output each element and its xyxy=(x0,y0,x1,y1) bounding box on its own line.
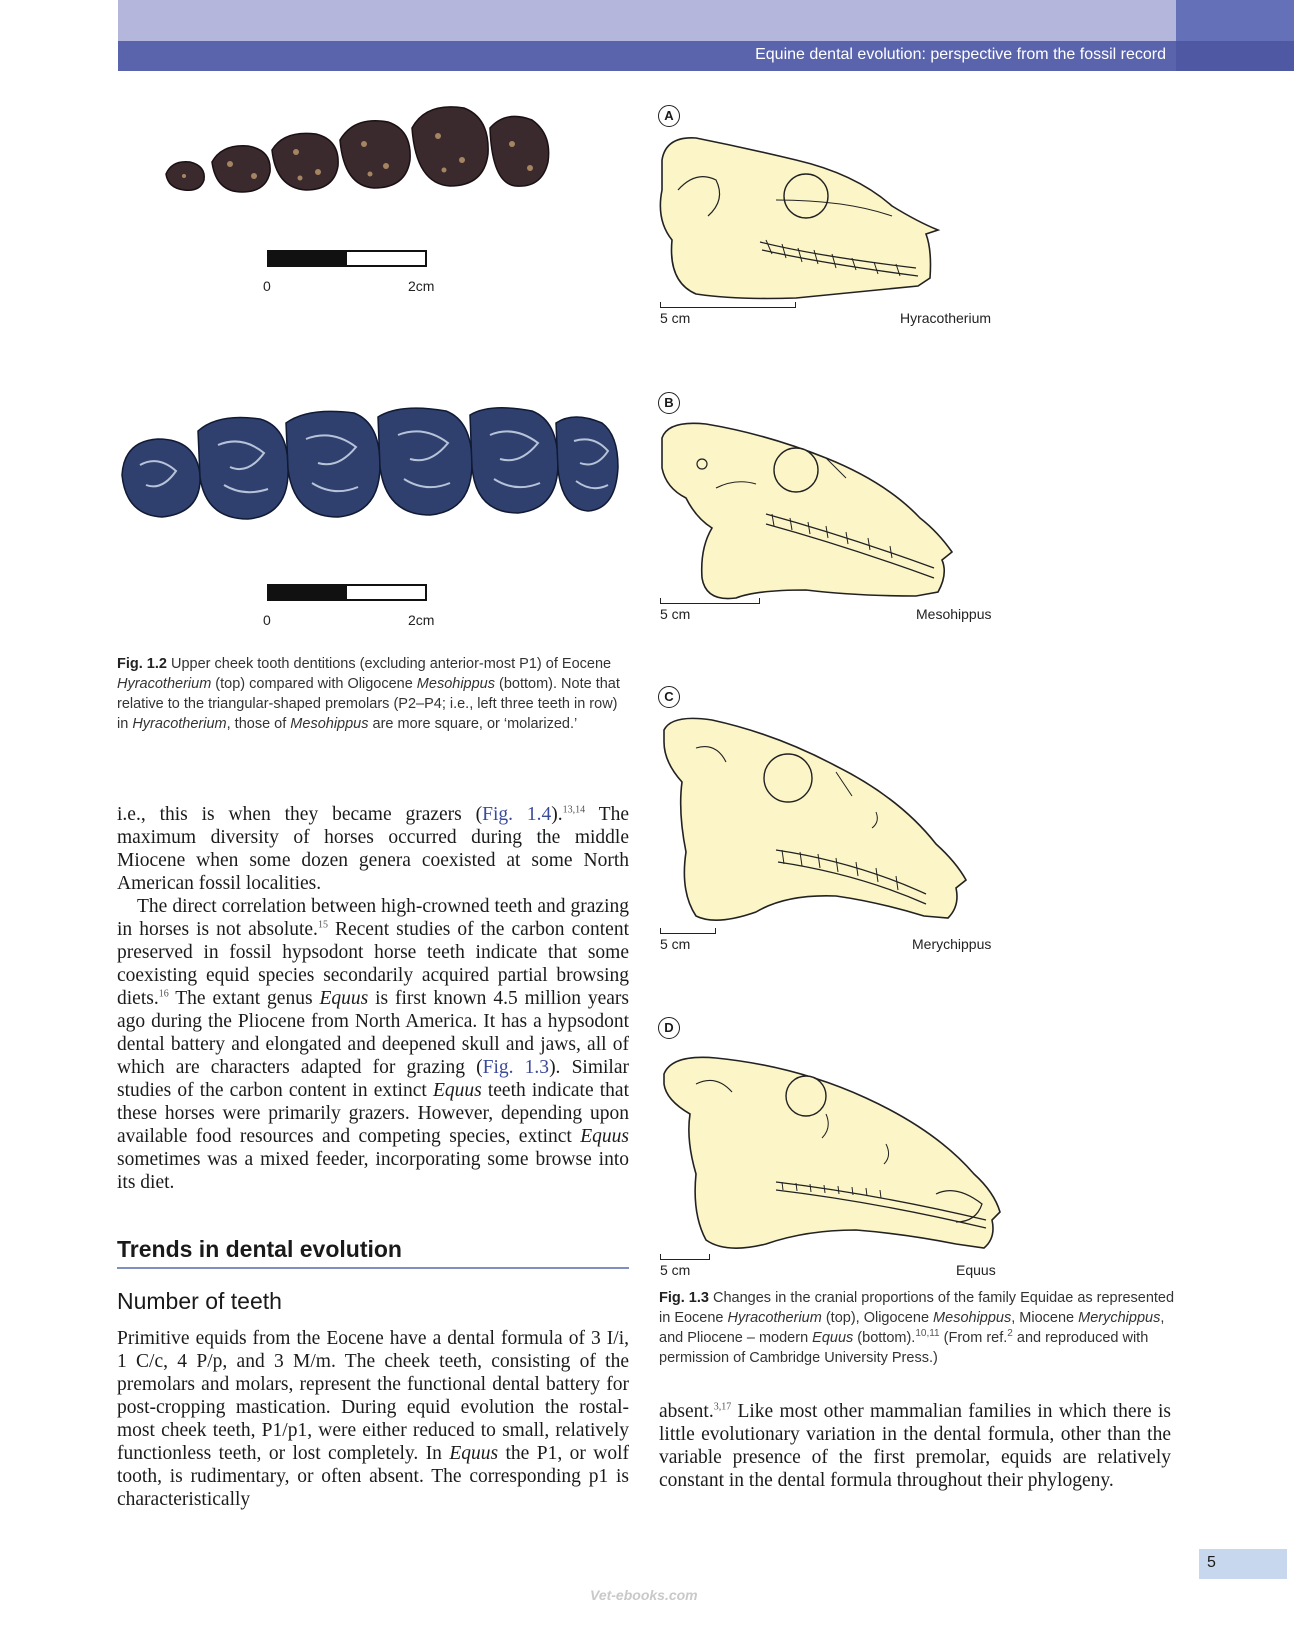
header-bar-accent xyxy=(1176,41,1294,71)
mesohippus-skull-drawing xyxy=(656,418,966,603)
section-rule xyxy=(117,1267,629,1269)
panel-letter-c: C xyxy=(658,686,680,708)
section-heading: Trends in dental evolution xyxy=(117,1236,402,1262)
equus-skull-drawing xyxy=(656,1044,1006,1254)
watermark: Vet-ebooks.com xyxy=(590,1587,698,1603)
panel-letter-a: A xyxy=(658,105,680,127)
panel-letter-d: D xyxy=(658,1017,680,1039)
header-band xyxy=(118,0,1176,41)
scale-zero-bottom: 0 xyxy=(263,612,271,628)
page-number: 5 xyxy=(1207,1554,1216,1571)
hyracotherium-teeth-photo xyxy=(160,100,560,210)
scale-bar-top xyxy=(267,250,427,267)
running-head: Equine dental evolution: perspective from the fossil record xyxy=(755,46,1166,63)
skull-scale-bar-a xyxy=(660,302,796,308)
skull-scale-label-b: 5 cm xyxy=(660,606,691,622)
paragraph: i.e., this is when they became grazers (Fig. 1.4).$^{13,14}$ The maximum diversity of horses occurred during the middle Miocene when some dozen genera coexisted at some North American fossil localities. xyxy=(117,804,629,894)
skull-name-d: Equus xyxy=(956,1262,996,1278)
panel-letter-b: B xyxy=(658,392,680,414)
figure-reference[interactable]: Fig. 1.4 xyxy=(482,804,552,825)
subsection-heading: Number of teeth xyxy=(117,1288,282,1314)
body-right xyxy=(659,1400,1171,1492)
scale-max-top: 2cm xyxy=(408,278,435,294)
figure-1-3-caption: Fig. 1.3 Changes in the cranial proportions of the family Equidae as represented in Eocene Hyracotherium (top), Oligocene Mesohippus, Miocene Merychippus, and Pliocene – modern Equus (bottom).$^{10,11}$ (From ref.$^2$ and reproduced with permission of Cambridge University Press.) xyxy=(659,1290,1175,1366)
skull-scale-bar-d xyxy=(660,1254,710,1260)
skull-scale-label-d: 5 cm xyxy=(660,1262,691,1278)
hyracotherium-skull-drawing xyxy=(656,130,956,310)
body-left-top xyxy=(117,803,629,1194)
scale-bar-bottom xyxy=(267,584,427,601)
skull-scale-label-c: 5 cm xyxy=(660,936,691,952)
scale-max-bottom: 2cm xyxy=(408,612,435,628)
paragraph: absent.$^{3,17}$ Like most other mammalian families in which there is little evolutionary variation in the dental formula, other than the variable presence of the first premolar, equids are relatively constant in the dental formula throughout their phylogeny. xyxy=(659,1401,1171,1491)
skull-name-b: Mesohippus xyxy=(916,606,992,622)
figure-1-2-caption: Fig. 1.2 Upper cheek tooth dentitions (excluding anterior-most P1) of Eocene Hyracotherium (top) compared with Oligocene Mesohippus (bottom). Note that relative to the triangular-shaped premolars (P2–P4; i.e., left three teeth in row) in Hyracotherium, those of Mesohippus are more square, or ‘molarized.’ xyxy=(117,656,620,732)
figure-reference[interactable]: Fig. 1.3 xyxy=(482,1057,550,1078)
body-left-bottom xyxy=(117,1327,629,1511)
skull-scale-label-a: 5 cm xyxy=(660,310,691,326)
mesohippus-teeth-photo xyxy=(118,405,628,545)
merychippus-skull-drawing xyxy=(656,712,976,932)
paragraph: Primitive equids from the Eocene have a dental formula of 3 I/i, 1 C/c, 4 P/p, and 3 M/m. The cheek teeth, consisting of the premolars and molars, represent the functional dental battery for post-cropping mastication. During equid evolution the rostal-most cheek teeth, P1/p1, were either reduced to small, relatively functionless teeth, or lost completely. In Equus the P1, or wolf tooth, is rudimentary, or often absent. The corresponding p1 is characteristically xyxy=(117,1328,629,1510)
scale-zero-top: 0 xyxy=(263,278,271,294)
skull-scale-bar-b xyxy=(660,598,760,604)
paragraph: The direct correlation between high-crowned teeth and grazing in horses is not absolute.$^{15}$ Recent studies of the carbon content preserved in fossil hypsodont horse teeth indicate that some coexisting equid species secondarily acquired partial browsing diets.$^{16}$ The extant genus Equus is first known 4.5 million years ago during the Pliocene from North America. It has a hypsodont dental battery and elongated and deepened skull and jaws, all of which are characters adapted for grazing (Fig. 1.3). Similar studies of the carbon content in extinct Equus teeth indicate that these horses were primarily grazers. However, depending upon available food resources and competing species, extinct Equus sometimes was a mixed feeder, incorporating some browse into its diet. xyxy=(117,896,629,1193)
skull-name-a: Hyracotherium xyxy=(900,310,992,326)
header-band-accent xyxy=(1176,0,1294,41)
skull-name-c: Merychippus xyxy=(912,936,992,952)
skull-scale-bar-c xyxy=(660,928,716,934)
